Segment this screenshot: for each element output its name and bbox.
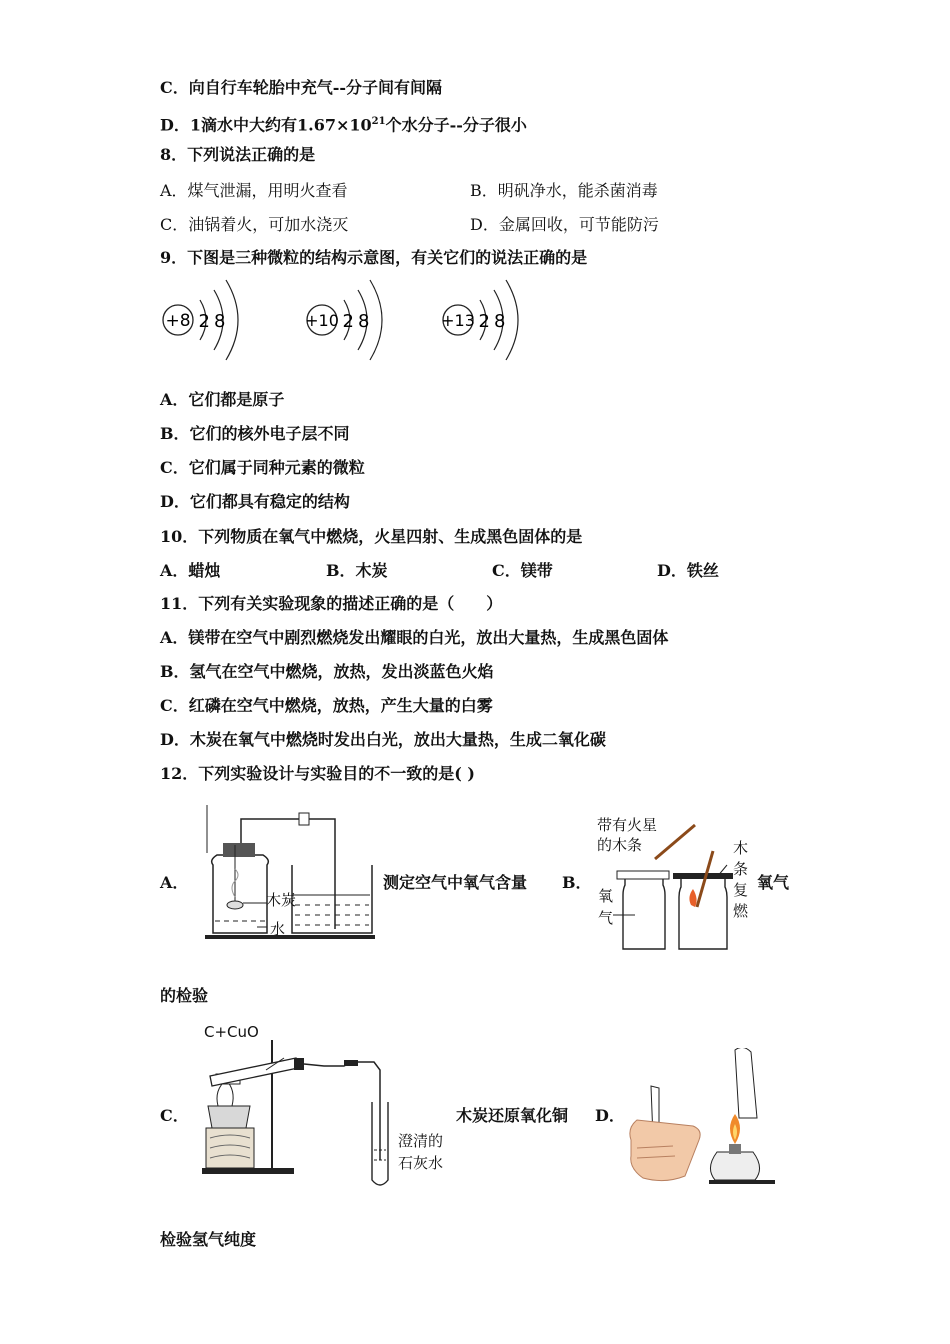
q8-stem: 8．下列说法正确的是 [160, 145, 316, 164]
q7-d-exponent: 21 [371, 116, 386, 127]
q7-option-c: C．向自行车轮胎中充气--分子间有间隔 [160, 78, 443, 97]
q12-option-a-description: 测定空气中氧气含量 [383, 873, 528, 892]
atom-diagram-2 [305, 280, 382, 360]
oxygen-test-apparatus [595, 815, 755, 955]
copper-oxide-reduction-apparatus [196, 1040, 396, 1188]
q11-option-c: C．红磷在空气中燃烧，放热，产生大量的白雾 [160, 696, 493, 715]
water-label: 水 [270, 920, 286, 938]
q10-option-c: C．镁带 [492, 561, 553, 580]
q12-option-c-description: 木炭还原氧化铜 [456, 1106, 569, 1125]
oxygen-content-apparatus [195, 805, 380, 945]
q10-option-b: B．木炭 [326, 561, 388, 580]
reagent-label: C+CuO [204, 1023, 259, 1041]
limewater-label: 澄清的 石灰水 [398, 1132, 444, 1172]
q12-option-d-description: 检验氢气纯度 [160, 1230, 257, 1249]
q9-option-d: D．它们都具有稳定的结构 [160, 492, 350, 511]
atom-3-shells: 28 [478, 311, 510, 332]
q12-stem: 12．下列实验设计与实验目的不一致的是( ) [160, 764, 475, 783]
q8-option-d: D．金属回收，可节能防污 [470, 215, 659, 234]
q12-option-d-letter: D． [595, 1106, 625, 1125]
q11-option-d: D．木炭在氧气中燃烧时发出白光，放出大量热，生成二氧化碳 [160, 730, 606, 749]
splint-relit-label: 木 条 复 燃 [733, 839, 749, 920]
atom-2-shells: 28 [342, 311, 374, 332]
q11-stem: 11．下列有关实验现象的描述正确的是（ ） [160, 594, 503, 613]
atom-diagram-3 [441, 280, 518, 360]
oxygen-bottle-label: 氧 气 [598, 887, 614, 927]
q11-option-b: B．氢气在空气中燃烧，放热，发出淡蓝色火焰 [160, 662, 494, 681]
q12-option-c-letter: C． [160, 1106, 189, 1125]
charcoal-label: 木炭 [266, 891, 297, 909]
q12-option-b-description: 氧气 [757, 873, 790, 892]
q12-option-a-letter: A． [160, 873, 189, 892]
glowing-splint-label: 带有火星 的木条 [597, 816, 658, 854]
atom-1-shells: 28 [198, 311, 230, 332]
q8-option-a: A．煤气泄漏，用明火查看 [160, 181, 348, 200]
atom-diagram-1 [163, 280, 238, 360]
q7-d-text-end: 个水分子--分子很小 [385, 115, 527, 135]
q9-option-b: B．它们的核外电子层不同 [160, 424, 350, 443]
q8-option-b: B．明矾净水，能杀菌消毒 [470, 181, 658, 200]
atom-3-nucleus: +13 [441, 311, 475, 330]
q7-d-text: D．1滴水中大约有1.67×10 [160, 115, 372, 135]
q10-option-d: D．铁丝 [657, 561, 719, 580]
q10-option-a: A．蜡烛 [160, 561, 221, 580]
q12-option-b-description-cont: 的检验 [160, 986, 209, 1005]
q7-option-d [160, 112, 527, 135]
atom-2-nucleus: +10 [305, 311, 339, 330]
q10-stem: 10．下列物质在氧气中燃烧，火星四射、生成黑色固体的是 [160, 527, 583, 546]
hydrogen-purity-test-apparatus [625, 1048, 775, 1188]
q9-stem: 9．下图是三种微粒的结构示意图，有关它们的说法正确的是 [160, 248, 588, 267]
q9-option-c: C．它们属于同种元素的微粒 [160, 458, 365, 477]
q12-option-b-letter: B． [562, 873, 592, 892]
atom-structure-diagrams [150, 275, 550, 370]
q8-option-c: C．油锅着火，可加水浇灭 [160, 215, 349, 234]
q9-option-a: A．它们都是原子 [160, 390, 285, 409]
atom-1-nucleus: +8 [165, 311, 191, 331]
q11-option-a: A．镁带在空气中剧烈燃烧发出耀眼的白光，放出大量热，生成黑色固体 [160, 628, 669, 647]
